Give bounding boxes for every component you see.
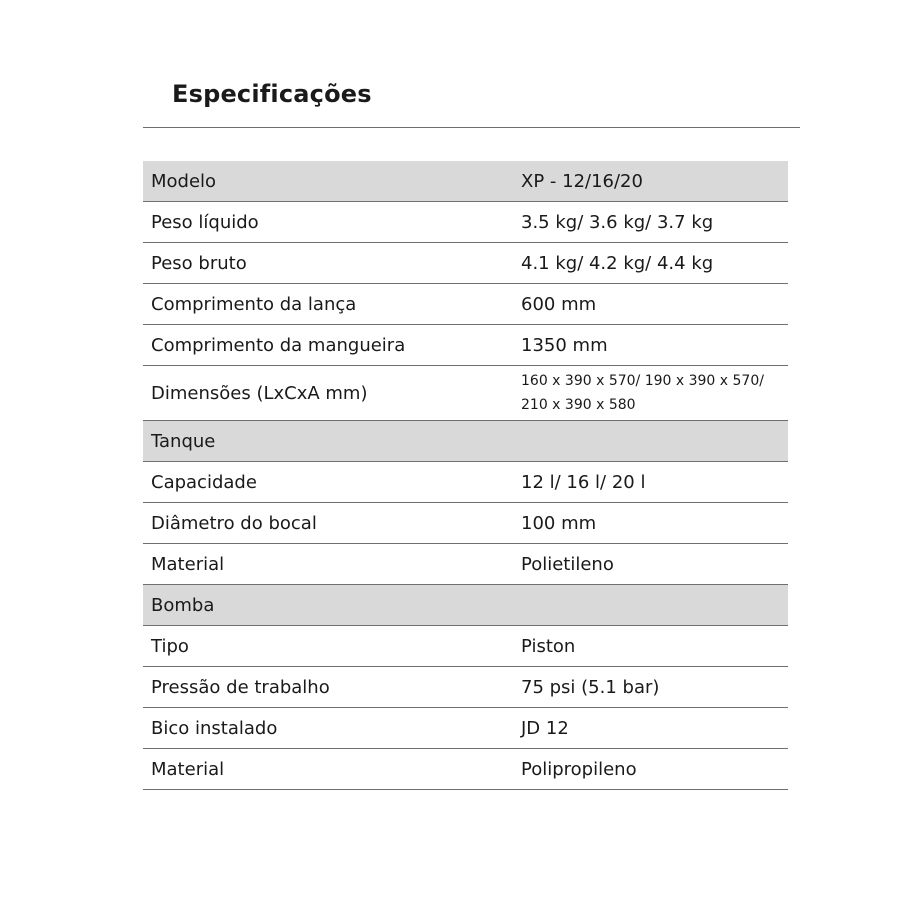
row-value: 100 mm	[521, 512, 597, 534]
row-value: 3.5 kg/ 3.6 kg/ 3.7 kg	[521, 211, 714, 233]
row-value: 600 mm	[521, 293, 597, 315]
title-divider	[143, 127, 800, 128]
row-value: 4.1 kg/ 4.2 kg/ 4.4 kg	[521, 252, 714, 274]
table-row	[143, 667, 788, 708]
row-value: Piston	[521, 635, 576, 657]
row-label: Diâmetro do bocal	[151, 512, 317, 534]
table-header-row	[143, 161, 788, 202]
row-value	[513, 369, 788, 417]
table-row	[143, 626, 788, 667]
row-label: Peso bruto	[151, 252, 247, 274]
dimensions-line-2: 210 x 390 x 580	[521, 397, 636, 413]
table-row	[143, 462, 788, 503]
section-header-pump	[143, 585, 788, 626]
table-row	[143, 284, 788, 325]
row-label: Tipo	[151, 635, 189, 657]
table-row	[143, 749, 788, 790]
table-row	[143, 544, 788, 585]
page-title: Especificações	[172, 80, 372, 108]
dimensions-line-1: 160 x 390 x 570/ 190 x 390 x 570/	[521, 373, 764, 389]
table-row-dimensions	[143, 366, 788, 421]
specifications-table	[143, 161, 788, 790]
row-label: Bico instalado	[151, 717, 278, 739]
row-label: Peso líquido	[151, 211, 259, 233]
row-label: Comprimento da lança	[151, 293, 357, 315]
row-label: Pressão de trabalho	[151, 676, 330, 698]
table-row	[143, 325, 788, 366]
section-header-tank	[143, 421, 788, 462]
section-title: Bomba	[151, 594, 215, 616]
row-value: 1350 mm	[521, 334, 608, 356]
row-label: Material	[151, 758, 225, 780]
row-value: XP - 12/16/20	[521, 170, 643, 192]
row-label: Comprimento da mangueira	[151, 334, 406, 356]
table-row	[143, 708, 788, 749]
row-label: Material	[151, 553, 225, 575]
table-row	[143, 503, 788, 544]
row-label: Modelo	[151, 170, 217, 192]
section-title: Tanque	[151, 430, 216, 452]
table-row	[143, 202, 788, 243]
row-value: Polietileno	[521, 553, 614, 575]
row-label: Capacidade	[151, 471, 257, 493]
row-value: 75 psi (5.1 bar)	[521, 676, 660, 698]
table-row	[143, 243, 788, 284]
row-value: Polipropileno	[521, 758, 637, 780]
row-label: Dimensões (LxCxA mm)	[151, 382, 368, 404]
row-value: JD 12	[521, 717, 569, 739]
row-value: 12 l/ 16 l/ 20 l	[521, 471, 646, 493]
